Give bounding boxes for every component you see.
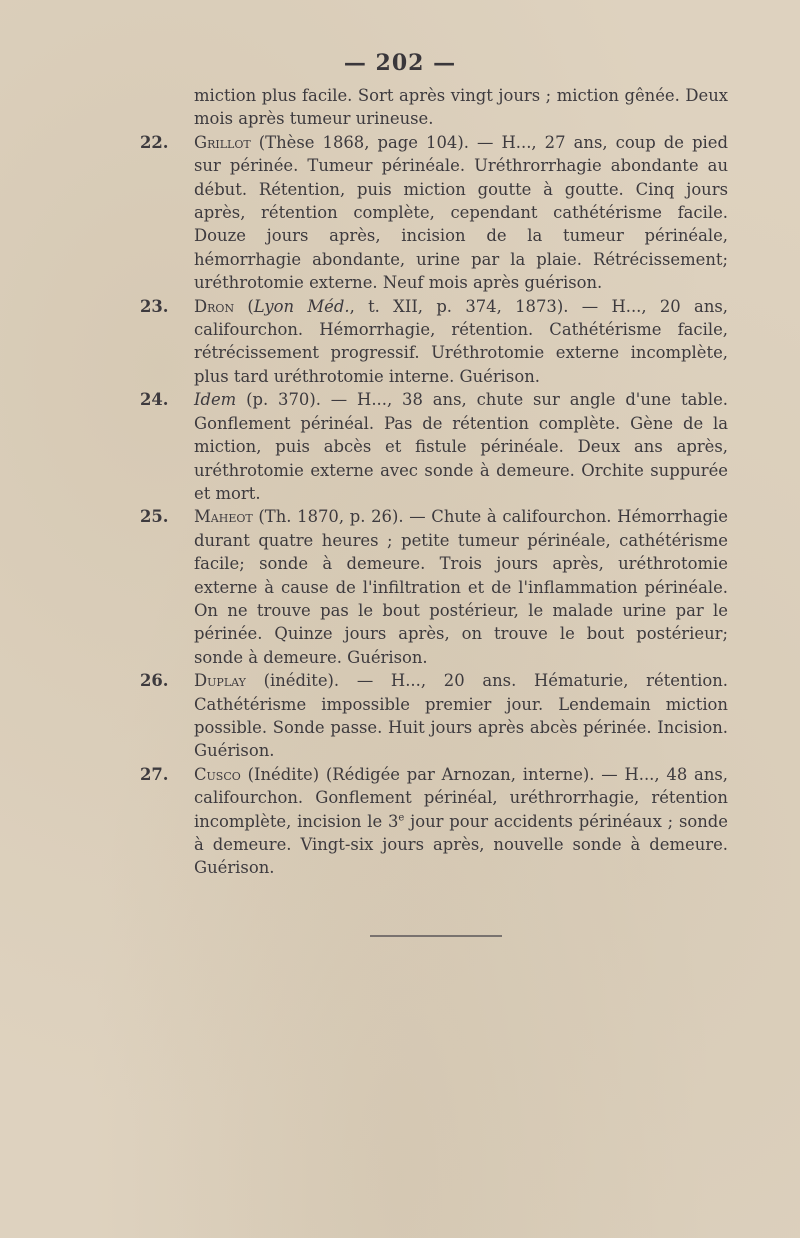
entry-text: jour pour accidents périnéaux ; sonde à demeure. Vingt-six jours après, nouvelle sonde à demeure. Guérison. <box>194 811 729 878</box>
case-entry-26 <box>140 669 728 763</box>
entry-number: 23. <box>140 296 169 316</box>
case-entry-23 <box>140 295 728 389</box>
page-number: — 202 — <box>343 50 457 76</box>
case-list <box>140 84 728 880</box>
entry-author: Duplay <box>194 671 246 691</box>
entry-author: Grillot <box>194 132 251 152</box>
entry-journal: Lyon Méd. <box>253 296 350 316</box>
entry-text: (Th. 1870, p. 26). — Chute à califourchon. Hémorrhagie durant quatre heures ; petite tumeur périnéale, cathétérisme facile; sonde à demeure. Trois jours après, uréthrotomie externe à cause de l'infiltration et de l'inflammation périnéale. On ne trouve pas le bout postérieur, le malade urine par le périnée. Quinze jours après, on trouve le bout postérieur; sonde à demeure. Guérison. <box>194 507 728 667</box>
entry-text: (p. 370). — H..., 38 ans, chute sur angle d'une table. Gonflement périnéal. Pas de rétention complète. Gène de la miction, puis abcès et fistule périnéale. Deux ans après, uréthrotomie externe avec sonde à demeure. Orchite suppurée et mort. <box>194 390 728 503</box>
entry-text-before: ( <box>234 296 254 316</box>
case-entry-24 <box>140 388 728 505</box>
entry-text: , t. XII, p. 374, 1873). — H..., 20 ans, califourchon. Hémorrhagie, rétention. Cathétérisme facile, rétrécissement progressif. Uréthrotomie externe incomplète, plus tard uréthrotomie interne. Guérison. <box>194 296 728 386</box>
case-entry-27 <box>140 763 728 880</box>
entry-text-before: (Inédite) (Rédigée par Arnozan, interne). — H..., 48 ans, califourchon. Gonflement périnéal, uréthrorrhagie, rétention incomplète, incision le 3 <box>194 764 728 831</box>
entry-author: Maheot <box>194 507 253 527</box>
entry-author: Cusco <box>194 764 241 784</box>
case-entry-22 <box>140 131 728 295</box>
entry-idem: Idem <box>194 390 237 410</box>
entry-number: 24. <box>140 390 169 410</box>
section-end-rule <box>370 935 502 937</box>
case-entry-25 <box>140 505 728 669</box>
entry-author: Dron <box>194 296 235 316</box>
entry-number: 26. <box>140 671 169 691</box>
entry-text: (inédite). — H..., 20 ans. Hématurie, rétention. Cathétérisme impossible premier jour. Lendemain miction possible. Sonde passe. Huit jours après abcès périnée. Incision. Guérison. <box>194 671 728 761</box>
continuation-paragraph: miction plus facile. Sort après vingt jours ; miction gênée. Deux mois après tumeur urineuse. <box>194 86 728 129</box>
entry-number: 25. <box>140 507 169 527</box>
entry-number: 22. <box>140 132 169 152</box>
ordinal-superscript: e <box>398 812 405 824</box>
entry-text: (Thèse 1868, page 104). — H..., 27 ans, coup de pied sur périnée. Tumeur périnéale. Uréthrorrhagie abondante au début. Rétention, puis miction goutte à goutte. Cinq jours après, rétention complète, cependant cathétérisme facile. Douze jours après, incision de la tumeur périnéale, hémorrhagie abondante, urine par la plaie. Rétrécissement; uréthrotomie externe. Neuf mois après guérison. <box>194 132 728 293</box>
entry-number: 27. <box>140 764 169 784</box>
